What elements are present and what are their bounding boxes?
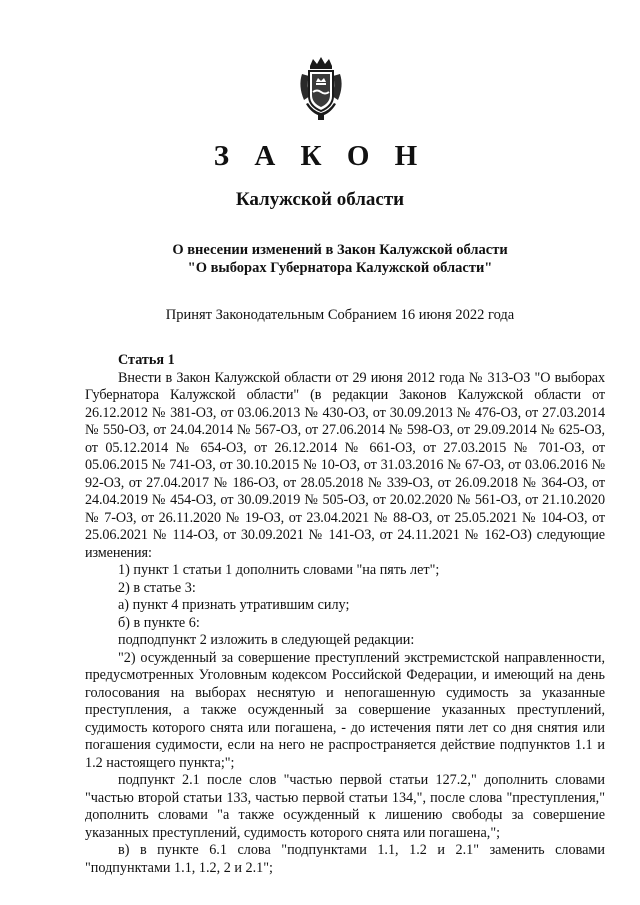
amendment-paragraph: в) в пункте 6.1 слова "подпунктами 1.1, 1.2 и 2.1" заменить словами "подпунктами 1.1, 1.2, 2 и 2.1"; (85, 842, 605, 876)
about-line-2: "О выборах Губернатора Калужской области" (187, 260, 493, 276)
list-item: б) в пункте 6: (118, 614, 200, 631)
list-item: 1) пункт 1 статьи 1 дополнить словами "на пять лет"; (118, 562, 440, 578)
about-line-1: О внесении изменений в Закон Калужской области (172, 242, 508, 258)
article-intro-paragraph: Внести в Закон Калужской области от 29 июня 2012 года № 313-ОЗ "О выборах Губернатора Калужской области" (в редакции Законов Калужской области от 26.12.2012 № 381-ОЗ, от 03.06.2013 № 430-ОЗ, от 30.09.2013 № 476-ОЗ, от 27.03.2014 № 550-ОЗ, от 24.04.2014 № 567-ОЗ, от 27.06.2014 № 598-ОЗ, от 29.09.2014 № 625-ОЗ, от 05.12.2014 № 654-ОЗ, от 26.12.2014 № 661-ОЗ, от 27.03.2015 № 701-ОЗ, от 05.06.2015 № 741-ОЗ, от 30.10.2015 № 10-ОЗ, от 31.03.2016 № 67-ОЗ, от 03.06.2016 № 92-ОЗ, от 27.04.2017 № 186-ОЗ, от 28.05.2018 № 339-ОЗ, от 26.09.2018 № 364-ОЗ, от 24.04.2019 № 454-ОЗ, от 30.09.2019 № 505-ОЗ, от 20.02.2020 № 561-ОЗ, от 21.10.2020 № 7-ОЗ, от 26.11.2020 № 19-ОЗ, от 23.04.2021 № 88-ОЗ, от 25.05.2021 № 104-ОЗ, от 25.06.2021 № 114-ОЗ, от 30.09.2021 № 141-ОЗ, от 24.11.2021 № 162-ОЗ) следующие изменения: (85, 369, 605, 561)
accepted-date-line: Принят Законодательным Собранием 16 июня 2022 года (165, 307, 515, 323)
list-item: подподпункт 2 изложить в следующей редакции: (118, 632, 415, 648)
amendment-paragraph: подпункт 2.1 после слов "частью первой статьи 127.2," дополнить словами "частью второй статьи 133, частью первой статьи 134,", после слова "преступления," дополнить словами "а также осужденный к лишению свободы за совершение указанных преступлений, судимость которого снята или погашена,"; (85, 772, 605, 841)
quoted-paragraph: "2) осужденный за совершение преступлений экстремистской направленности, предусмотренных Уголовным кодексом Российской Федерации, и имеющий на день голосования на выборах неснятую и непогашенную судимость за указанные преступления, а также осужденный за совершение указанных преступлений, судимость которого снята или погашена, - до истечения пяти лет со дня снятия или погашения судимости, если на него не распространяется действие подпунктов 1.1 и 1.2 настоящего пункта;"; (85, 649, 605, 771)
region-subtitle: Калужской области (235, 189, 405, 210)
list-item: 2) в статье 3: (118, 579, 196, 596)
article-title: Статья 1 (118, 352, 175, 368)
coat-of-arms-emblem (296, 56, 346, 122)
document-title: З А К О Н (213, 140, 427, 172)
article-body (85, 352, 605, 877)
list-item: а) пункт 4 признать утратившим силу; (118, 597, 350, 613)
law-about-heading (0, 241, 640, 277)
